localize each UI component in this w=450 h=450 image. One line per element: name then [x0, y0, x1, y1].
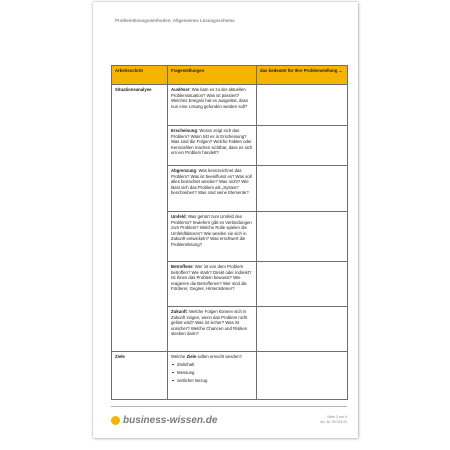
list-item: Zielinhalt	[177, 362, 253, 368]
step-cell	[112, 262, 168, 307]
footer-divider	[111, 406, 347, 407]
question-text: : Was kennzeichnet das Problem? Was ist beeinflusst es? Was soll alles betrachtet werden? Was nicht? Wie lässt sich das Problem als „System“ beschreiben? Was sind seine Elemente?	[171, 168, 252, 196]
table-row	[112, 166, 348, 212]
step-cell	[112, 212, 168, 262]
answer-cell[interactable]	[257, 212, 348, 262]
answer-cell[interactable]	[257, 126, 348, 166]
table-row	[112, 307, 348, 352]
answer-cell[interactable]	[257, 262, 348, 307]
goals-keyword: Ziele	[186, 354, 197, 359]
goals-bullet-list	[171, 362, 253, 384]
problem-solving-table	[111, 65, 348, 400]
question-text: : Wie kam es zu der aktuellen Problemsituation? Was ist passiert? Welches Ereignis hat es ausgelöst, dass nun eine Lösung gefunden werden soll?	[171, 87, 249, 109]
answer-cell[interactable]	[257, 352, 348, 400]
goals-post-text: sollen erreicht werden?	[196, 354, 242, 359]
question-cell-goals	[168, 352, 257, 400]
question-keyword: Umfeld	[171, 214, 186, 219]
list-item: Messung	[177, 370, 253, 376]
goals-pre-text: Welche	[171, 354, 187, 359]
list-item: zeitlicher Bezug	[177, 378, 253, 384]
question-cell	[168, 262, 257, 307]
question-keyword: Erscheinung	[171, 128, 198, 133]
question-keyword: Betroffene	[171, 264, 193, 269]
brand-logo	[111, 415, 217, 426]
document-title: Problemlösungsmethoden: Allgemeines Lösungsschema	[115, 18, 235, 23]
table-row	[112, 126, 348, 166]
article-number: Art.-Nr. 99.023.02	[320, 420, 347, 424]
logo-dot-icon	[111, 416, 120, 425]
answer-cell[interactable]	[257, 307, 348, 352]
header-arbeitsschritt: Arbeitsschritt	[112, 66, 168, 85]
question-cell	[168, 307, 257, 352]
answer-cell[interactable]	[257, 85, 348, 126]
table-row-goals	[112, 352, 348, 400]
step-cell: Situationsanalyse	[112, 85, 168, 126]
question-text: : Welche Folgen können sich in Zukunft zeigen, wenn das Problem nicht gelöst wird? Was ist sicher? Was ist unsicher? Welche Chancen und Risiken stecken darin?	[171, 309, 248, 337]
question-text: : Was gehört zum Umfeld des Problems? Inwiefern gibt es Verbindungen zum Problem? Welche Rolle spielen die Umfeldfaktoren? Wie werden sie sich in Zukunft entwickeln? Was erschwert die Problemlösung?	[171, 214, 252, 247]
answer-cell[interactable]	[257, 166, 348, 212]
step-cell	[112, 166, 168, 212]
step-cell	[112, 307, 168, 352]
logo-text: business-wissen.de	[123, 415, 218, 426]
question-cell	[168, 166, 257, 212]
header-bedeutung: das bedeutet für Ihre Problemstellung ...	[257, 66, 348, 85]
table-row	[112, 85, 348, 126]
question-keyword: Abgrenzung	[171, 168, 197, 173]
question-cell	[168, 126, 257, 166]
question-cell	[168, 212, 257, 262]
table-row	[112, 212, 348, 262]
document-page	[93, 2, 358, 438]
question-text: : Wer ist von dem Problem betroffen? Wie stark? Direkt oder indirekt? Ist ihnen das Problem bewusst? Wie reagieren die Betroffenen? Wer sind die Förderer, Gegner, Hintermänner?	[171, 264, 252, 292]
table-row	[112, 262, 348, 307]
page-info	[320, 415, 347, 425]
header-fragestellungen: Fragestellungen	[168, 66, 257, 85]
question-keyword: Auslöser	[171, 87, 190, 92]
step-cell	[112, 126, 168, 166]
table-header-row	[112, 66, 348, 85]
page-number: Seite 2 von 4	[327, 415, 347, 419]
question-keyword: Zukunft	[171, 309, 187, 314]
question-text: : Woran zeigt sich das Problem? Wann tritt es in Erscheinung? Was sind die Folgen? Welche Fakten oder Kennzahlen machen sichtbar, dass es sich um ein Problem handelt?	[171, 128, 253, 156]
step-cell-goals: Ziele	[112, 352, 168, 400]
question-cell	[168, 85, 257, 126]
